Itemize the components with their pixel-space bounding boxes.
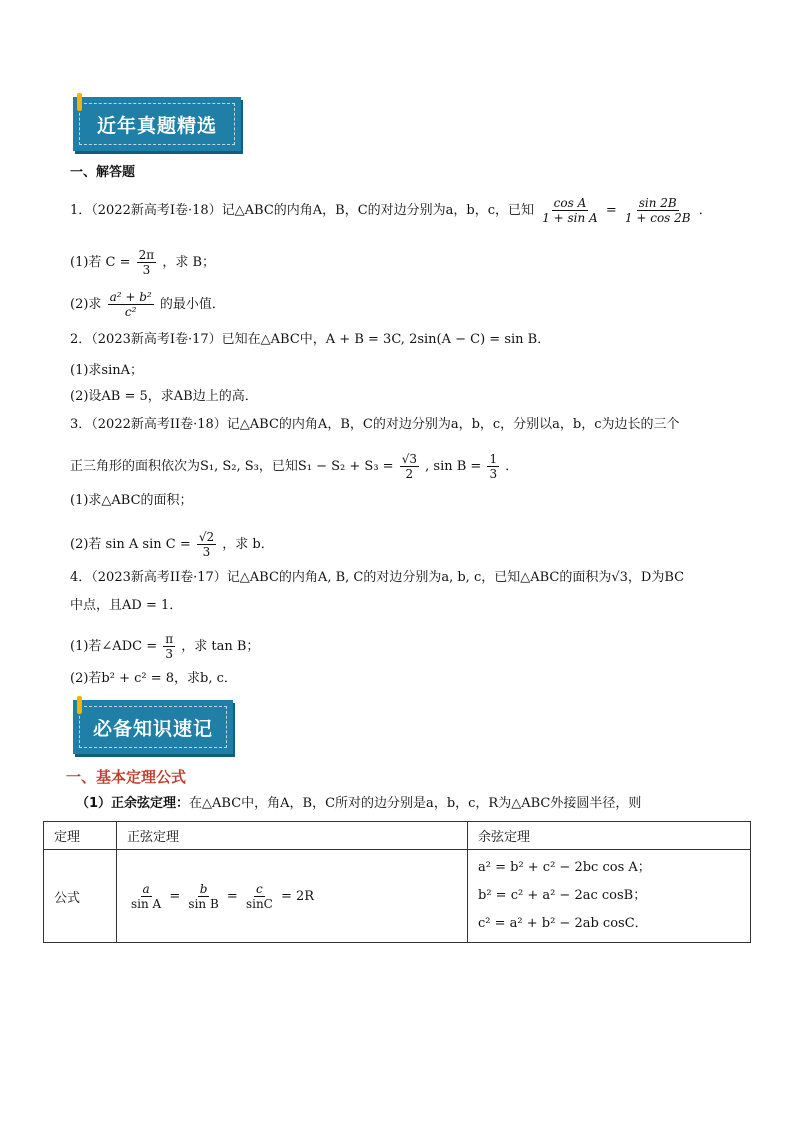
- sine-fraction-a: $\frac{a}{\text{sin A}}$: [131, 881, 162, 911]
- q3-part-1: (1)求△ABC的面积；: [70, 493, 193, 508]
- q4-part-1: [70, 632, 259, 661]
- q4-p1-post: ，求 tan B；: [181, 639, 260, 654]
- q1-part-2: [70, 290, 225, 319]
- q1-fraction-2: $\frac{\sin 2B}{1 + \cos 2B}$: [624, 196, 691, 225]
- q1-p2-fraction: $\frac{\text{a² + b²}}{\text{c²}}$: [109, 290, 152, 319]
- header-theorem: 定理: [44, 822, 117, 850]
- q1-p2-post: 的最小值．: [159, 297, 225, 312]
- q1-fraction-1: $\frac{\text{cos A}}{\text{1 + sin A}}$: [542, 196, 598, 225]
- q4-line-2: 中点，且AD = 1．: [70, 598, 183, 613]
- sine-law-end: = 2R: [281, 888, 315, 904]
- equals-sign: =: [226, 888, 238, 904]
- theorem-intro: [76, 795, 641, 813]
- q3-fraction-1: $\frac{√3}{2}$: [401, 452, 417, 481]
- period: ．: [698, 203, 712, 218]
- banner-title: 近年真题精选: [96, 114, 217, 137]
- header-cosine-law: 余弦定理: [468, 822, 751, 850]
- q1-p1-pre: (1)若 C =: [70, 255, 131, 270]
- question-4: 4．（2023新高考II卷·17）记△ABC的内角A, B, C的对边分别为a, b, c，已知△ABC的面积为√3，D为BC: [70, 570, 685, 585]
- theorem-intro-bold: （1）正余弦定理：: [76, 796, 190, 811]
- q1-part-1: [70, 248, 215, 277]
- question-2: 2．（2023新高考I卷·17）已知在△ABC中，A + B = 3C, 2sin(A − C) = sin B．: [70, 332, 551, 347]
- cosine-formula-b: b² = c² + a² − 2ac cosB；: [478, 888, 647, 903]
- row-label-formula: 公式: [44, 850, 117, 943]
- q3-p2-post: ，求 b．: [222, 537, 274, 552]
- q3-p2-fraction: $\frac{√2}{3}$: [198, 530, 215, 559]
- section-heading: 一、解答题: [70, 165, 136, 180]
- banner-title: 必备知识速记: [92, 717, 213, 740]
- sine-fraction-c: $\frac{c}{\sin C}$: [245, 881, 273, 911]
- banner-knowledge: [73, 700, 233, 754]
- q1-p1-post: ，求 B；: [162, 255, 216, 270]
- q1-p2-pre: (2)求: [70, 297, 102, 312]
- q4-p1-fraction: $\frac{\pi}{3}$: [165, 632, 174, 661]
- q1-intro: 1．（2022新高考I卷·18）记△ABC的内角A，B，C的对边分别为a，b，c，已知: [70, 203, 535, 218]
- cosine-law-formulas: [468, 850, 751, 943]
- q1-p1-fraction: $\frac{2\pi}{3}$: [138, 248, 155, 277]
- theorem-intro-rest: 在△ABC中，角A，B，C所对的边分别是a，b，c，R为△ABC外接圆半径，则: [189, 796, 642, 811]
- sine-fraction-b: $\frac{b}{\text{sin B}}$: [188, 881, 219, 911]
- q3-fraction-2: $\frac{1}{3}$: [489, 452, 498, 481]
- q2-part-1: (1)求sinA；: [70, 363, 144, 378]
- q3-line-2: [70, 452, 518, 481]
- q4-p1-pre: (1)若∠ADC =: [70, 639, 158, 654]
- banner-accent-tab: [77, 93, 82, 111]
- q3-line2-pre: 正三角形的面积依次为S₁, S₂, S₃，已知S₁ − S₂ + S₃ =: [70, 459, 394, 474]
- table-formula-row: [44, 850, 751, 943]
- q3-part-2: [70, 530, 274, 559]
- sine-law-formula: [117, 850, 468, 943]
- header-sine-law: 正弦定理: [117, 822, 468, 850]
- q4-part-2: (2)若b² + c² = 8，求b, c．: [70, 671, 237, 686]
- table-header-row: [44, 822, 751, 850]
- period: ．: [505, 459, 519, 474]
- banner-accent-tab: [77, 696, 82, 714]
- cosine-formula-c: c² = a² + b² − 2ab cosC．: [478, 916, 648, 931]
- q3-mid: , sin B =: [425, 459, 482, 474]
- question-1: [70, 196, 712, 225]
- knowledge-section-title: 一、基本定理公式: [66, 768, 187, 786]
- theorem-table: [43, 821, 751, 943]
- banner-recent-exams: [73, 97, 241, 151]
- cosine-formula-a: a² = b² + c² − 2bc cos A；: [478, 860, 651, 875]
- q2-part-2: (2)设AB = 5，求AB边上的高．: [70, 389, 258, 404]
- equals-sign: =: [169, 888, 181, 904]
- q3-p2-pre: (2)若 sin A sin C =: [70, 537, 191, 552]
- question-3: 3．（2022新高考II卷·18）记△ABC的内角A，B，C的对边分别为a，b，c，分别以a，b，c为边长的三个: [70, 417, 680, 432]
- equals-sign: =: [605, 203, 617, 218]
